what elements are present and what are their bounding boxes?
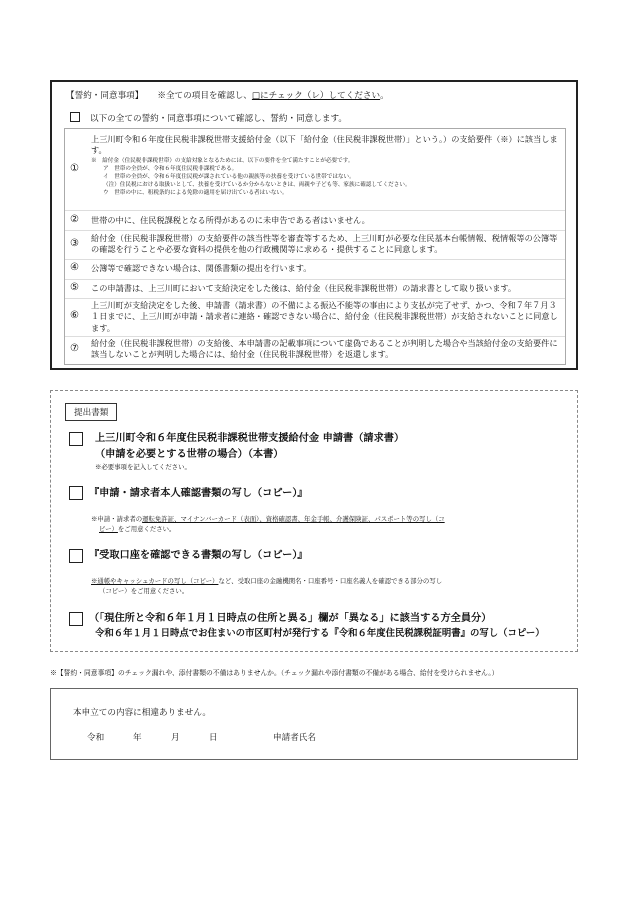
divider — [65, 230, 565, 231]
pledge-item-text: 世帯の中に、住民税課税となる所得があるのに未申告である者はいません。 — [91, 215, 370, 225]
document-checkbox-tax-certificate[interactable] — [69, 612, 83, 626]
pledge-item — [65, 338, 565, 363]
pledge-item-number: ① — [70, 163, 79, 174]
date-month-label: 月 — [171, 733, 180, 743]
divider — [65, 210, 565, 211]
document-title: （「現住所と令和６年１月１日時点の住所と異る」欄が「異なる」に該当する方全員分） — [89, 612, 492, 624]
document-title: 『受取口座を確認できる書類の写し（コピー）』 — [89, 549, 308, 561]
document-checkbox-bank-account[interactable] — [69, 549, 83, 563]
pledge-item-number: ⑤ — [70, 282, 79, 293]
document-note: （コピー）をご用意ください。 — [99, 587, 189, 595]
applicant-name-label: 申請者氏名 — [273, 733, 316, 743]
divider — [65, 279, 565, 280]
pledge-item-note: （注）住民税における取扱いとして、扶養を受けているか分からないときは、両親や子ども等、家族に確認してください。 — [103, 181, 411, 188]
pledge-item-note: ア 世帯の全員が、令和６年度住民税非課税である。 — [103, 165, 238, 172]
pledge-items-list — [64, 128, 566, 365]
pledge-item — [65, 261, 565, 277]
pledge-item — [65, 213, 565, 229]
pledge-item-number: ② — [70, 214, 79, 225]
divider — [65, 336, 565, 337]
pledge-header-note-underlined: □にチェック（レ）してください — [251, 91, 381, 101]
declaration-section — [50, 688, 578, 760]
pledge-header — [66, 89, 389, 101]
pledge-item-number: ⑥ — [70, 310, 79, 321]
pledge-item-text: 上三川町が支給決定をした後、申請書（請求書）の不備による振込不能等の事由により支払が完了せず、かつ、令和７年７月３１日までに、上三川町が申請・請求者に連絡・確認できない場合に、給付金（住民税非課税世帯）が支給されないことに同意します。 — [91, 300, 558, 333]
document-note: ピー）をご用意ください。 — [99, 525, 176, 533]
pledge-item-note: ※ 給付金（住民税非課税世帯）の支給対象となるためには、以下の要件を全て満たすことが必要です。 — [91, 157, 354, 164]
pledge-item — [65, 281, 565, 297]
pledge-header-note-prefix: ※全ての項目を確認し、 — [157, 91, 252, 101]
date-day-label: 日 — [209, 733, 218, 743]
document-title: 令和６年１月１日時点でお住まいの市区町村が発行する『令和６年度住民税課税証明書』の写し（コピー） — [95, 628, 545, 639]
date-era-label: 令和 — [87, 733, 105, 743]
pledge-item — [65, 132, 565, 209]
document-note: ※必要事項を記入してください。 — [95, 463, 191, 471]
document-note: ※申請・請求者の運転免許証、マイナンバーカード（表面）、資格確認書、年金手帳、介護保険証、パスポート等の写し（コ — [91, 515, 445, 523]
document-title: 上三川町令和６年度住民税非課税世帯支援給付金 申請書（請求書） — [95, 432, 405, 444]
pledge-item — [65, 300, 565, 335]
divider — [65, 259, 565, 260]
document-title: （申請を必要とする世帯の場合）（本書） — [95, 448, 284, 460]
pledge-item-number: ④ — [70, 262, 79, 273]
agree-all-checkbox[interactable] — [70, 112, 80, 122]
date-year-label: 年 — [133, 733, 142, 743]
pledge-item-text: 公簿等で確認できない場合は、関係書類の提出を行います。 — [91, 263, 312, 273]
agree-all-row — [70, 112, 347, 124]
pledge-item-number: ⑦ — [70, 343, 79, 354]
documents-label: 提出書類 — [65, 403, 117, 421]
document-checkbox-identity[interactable] — [69, 486, 83, 500]
pledge-section — [50, 80, 578, 370]
pledge-item-text: 上三川町令和６年度住民税非課税世帯支援給付金（以下「給付金（住民税非課税世帯）」という。）の支給要件（※）に該当します。 — [91, 134, 558, 156]
pledge-item — [65, 233, 565, 257]
declaration-statement: 本申立ての内容に相違ありません。 — [73, 708, 212, 718]
pledge-item-text: この申請書は、上三川町において支給決定をした後は、給付金（住民税非課税世帯）の請求書として取り扱います。 — [91, 283, 517, 293]
pledge-header-note-suffix: 。 — [380, 91, 389, 101]
documents-section — [50, 390, 578, 652]
pledge-item-note: ウ 世帯の中に、租税条約による免除の適用を届け出ている者はいない。 — [103, 189, 288, 196]
pledge-item-text: 給付金（住民税非課税世帯）の支給後、本申請書の記載事項について虚偽であることが判明した場合や当該給付金の支給要件に該当しないことが判明した場合には、給付金（住民税非課税世帯）を返還します。 — [91, 338, 558, 360]
divider — [65, 298, 565, 299]
document-title: 『申請・請求者本人確認書類の写し（コピー）』 — [89, 487, 308, 499]
pledge-item-number: ③ — [70, 238, 79, 249]
pledge-item-text: 給付金（住民税非課税世帯）の支給要件の該当性等を審査等するため、上三川町が必要な住民基本台帳情報、税情報等の公簿等の確認を行うことや必要な資料の提供を他の行政機関等に求める・提供することに同意します。 — [91, 233, 558, 255]
document-checkbox-application[interactable] — [69, 432, 83, 446]
pledge-header-label: 【誓約・同意事項】 — [66, 91, 144, 101]
footer-note: ※【誓約・同意事項】のチェック漏れや、添付書類の不備はありませんか。（チェック漏れや添付書類の不備がある場合、給付を受けられません。） — [50, 669, 499, 677]
pledge-item-note: イ 世帯の全員が、令和６年度住民税が課されている他の親族等の扶養を受けている世帯ではない。 — [103, 173, 355, 180]
agree-all-label: 以下の全ての誓約・同意事項について確認し、誓約・同意します。 — [90, 114, 347, 124]
document-note: ※通帳やキャッシュカードの写し（コピー）など、受取口座の金融機関名・口座番号・口座名義人を確認できる部分の写し — [91, 577, 443, 585]
